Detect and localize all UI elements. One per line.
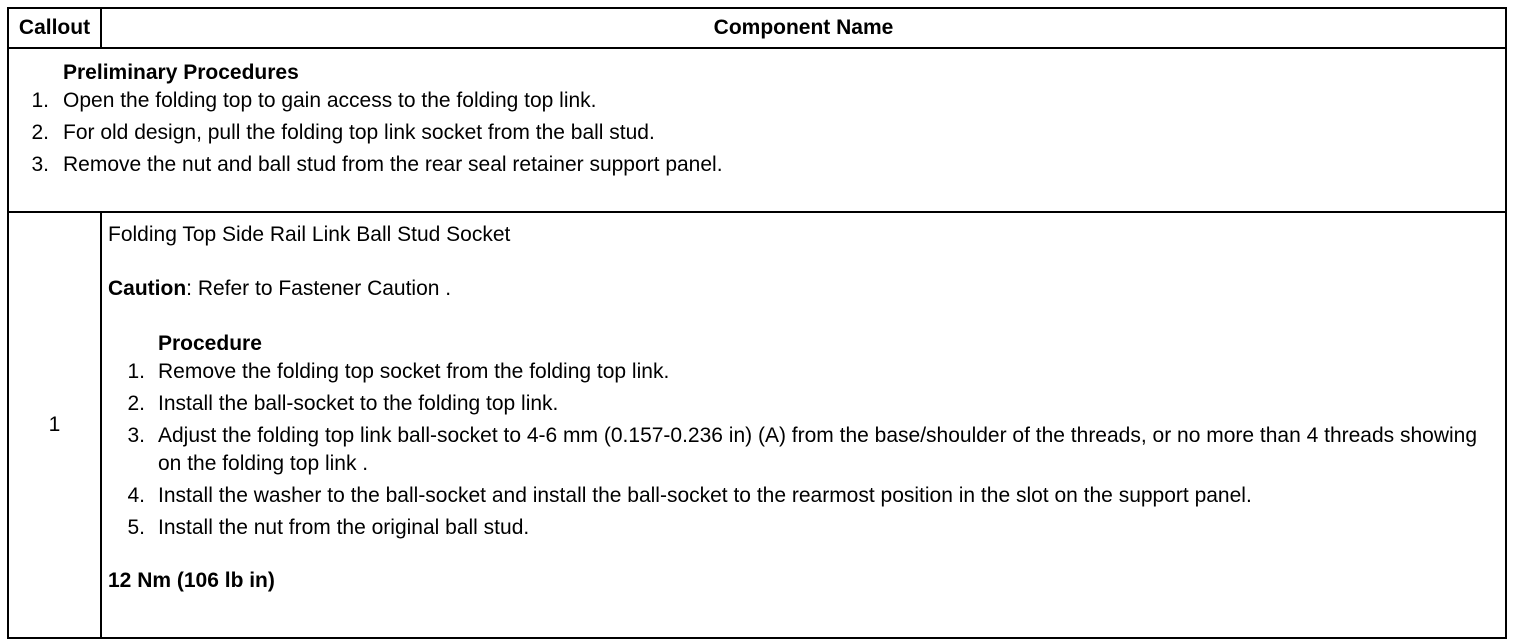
- step-text: Install the nut from the original ball stud.: [158, 516, 530, 539]
- procedure-title: Procedure: [158, 332, 262, 355]
- step-number: 4.: [127, 484, 145, 507]
- step-number: 3.: [31, 153, 49, 176]
- caution-text: : Refer to Fastener Caution .: [186, 277, 452, 300]
- procedure-steps: [108, 356, 1505, 544]
- list-item: [9, 85, 1505, 117]
- step-number: 2.: [127, 392, 145, 415]
- table-row: [8, 212, 1506, 638]
- list-item: [9, 117, 1505, 149]
- torque-spec: 12 Nm (106 lb in): [108, 569, 275, 592]
- step-text: Install the ball-socket to the folding top link.: [158, 392, 559, 415]
- step-number: 1.: [127, 360, 145, 383]
- step-text: For old design, pull the folding top link socket from the ball stud.: [63, 121, 655, 144]
- component-cell: [101, 212, 1506, 638]
- preliminary-cell: [8, 48, 1506, 212]
- list-item: [9, 149, 1505, 181]
- step-text: Install the washer to the ball-socket and install the ball-socket to the rearmost position in the slot on the support panel.: [158, 484, 1252, 507]
- step-text: Remove the folding top socket from the folding top link.: [158, 360, 670, 383]
- header-row: [8, 8, 1506, 48]
- step-text: Adjust the folding top link ball-socket to 4-6 mm (0.157-0.236 in) (A) from the base/shoulder of the threads, or no more than 4 threads showing on the folding top link .: [158, 424, 1478, 475]
- step-number: 1.: [31, 89, 49, 112]
- step-number: 2.: [31, 121, 49, 144]
- caution-label: Caution: [108, 277, 187, 300]
- callout-number: 1: [8, 212, 101, 638]
- list-item: [108, 420, 1505, 480]
- component-name-header: Component Name: [101, 8, 1506, 48]
- preliminary-steps: [9, 85, 1505, 181]
- preliminary-title: Preliminary Procedures: [63, 61, 299, 84]
- procedure-table: [7, 7, 1507, 639]
- caution-note: [108, 277, 1505, 301]
- step-text: Open the folding top to gain access to the folding top link.: [63, 89, 597, 112]
- list-item: [108, 388, 1505, 420]
- step-number: 5.: [127, 516, 145, 539]
- callout-header: Callout: [8, 8, 101, 48]
- step-number: 3.: [127, 424, 145, 447]
- list-item: [108, 512, 1505, 544]
- list-item: [108, 356, 1505, 388]
- component-name: Folding Top Side Rail Link Ball Stud Socket: [108, 223, 511, 246]
- step-text: Remove the nut and ball stud from the rear seal retainer support panel.: [63, 153, 723, 176]
- list-item: [108, 480, 1505, 512]
- preliminary-row: [8, 48, 1506, 212]
